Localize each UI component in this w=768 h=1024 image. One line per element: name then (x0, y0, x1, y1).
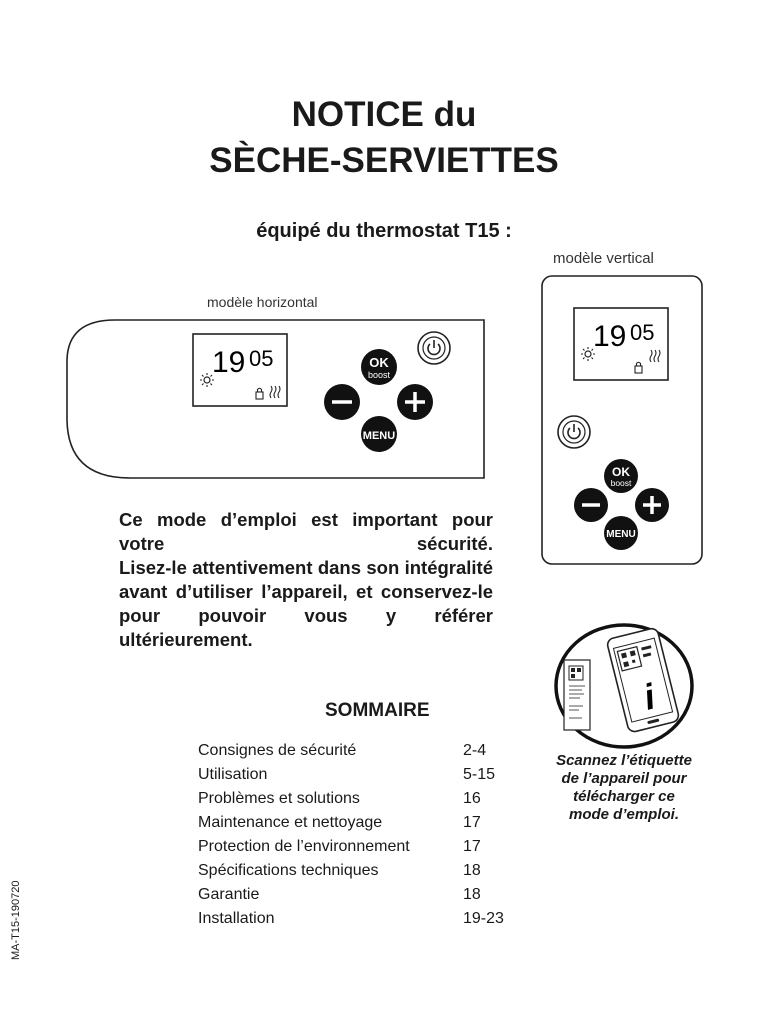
toc-row: Garantie 18 (198, 886, 481, 903)
power-button-vertical[interactable] (558, 416, 590, 448)
menu-label: MENU (606, 529, 636, 540)
power-button[interactable] (418, 332, 450, 364)
ok-label: OK (612, 465, 630, 479)
page-subtitle: équipé du thermostat T15 : (256, 220, 512, 242)
toc-row: Utilisation 5-15 (198, 766, 496, 783)
boost-label: boost (367, 370, 391, 380)
menu-button[interactable] (361, 416, 397, 452)
display-temperature: 19 (212, 346, 246, 379)
vertical-thermostat (538, 272, 706, 568)
menu-label: MENU (362, 430, 396, 442)
scan-instructions (540, 752, 708, 824)
toc-title: SOMMAIRE (325, 700, 430, 721)
toc-row: Maintenance et nettoyage 17 (198, 814, 481, 831)
horizontal-model-label: modèle horizontal (207, 294, 318, 310)
plus-button-vertical[interactable] (635, 488, 669, 522)
page-title-product: SÈCHE-SERVIETTES (209, 141, 559, 180)
info-icon: i (639, 675, 660, 718)
scan-text-line: Scannez l’étiquette (556, 752, 692, 769)
scan-text-line: de l’appareil pour (561, 770, 687, 787)
vertical-model-label: modèle vertical (553, 250, 654, 267)
minus-button[interactable] (324, 384, 360, 420)
intro-safety: Ce mode d’emploi est important pour votre sécurité. (119, 509, 493, 554)
display-decimal: 05 (249, 346, 274, 371)
document-reference: MA-T15-190720 (10, 880, 22, 960)
appliance-label-icon (564, 660, 590, 730)
intro-text (119, 508, 493, 652)
ok-label: OK (369, 355, 389, 370)
page-title: NOTICE du (291, 95, 477, 134)
toc-row: Installation 19-23 (198, 910, 504, 927)
intro-instructions: Lisez-le attentivement dans son intégralité avant d’utiliser l’appareil, et conservez-le pour pouvoir vous y référer ultérieurement. (119, 557, 493, 650)
table-of-contents (198, 739, 523, 931)
ok-boost-button[interactable] (361, 349, 397, 385)
menu-button-vertical[interactable] (604, 516, 638, 550)
boost-label: boost (610, 478, 632, 488)
scan-illustration (552, 622, 696, 752)
scan-text-line: télécharger ce (573, 788, 675, 805)
display-decimal-vertical: 05 (630, 320, 655, 345)
toc-row: Protection de l’environnement 17 (198, 838, 481, 855)
plus-button[interactable] (397, 384, 433, 420)
toc-row: Consignes de sécurité 2-4 (198, 742, 487, 759)
horizontal-thermostat (60, 310, 492, 484)
minus-button-vertical[interactable] (574, 488, 608, 522)
display-temperature-vertical: 19 (593, 320, 627, 353)
ok-boost-button-vertical[interactable] (604, 459, 638, 493)
scan-text-line: mode d’emploi. (568, 806, 679, 823)
toc-row: Spécifications techniques 18 (198, 862, 481, 879)
toc-row: Problèmes et solutions 16 (198, 790, 481, 807)
